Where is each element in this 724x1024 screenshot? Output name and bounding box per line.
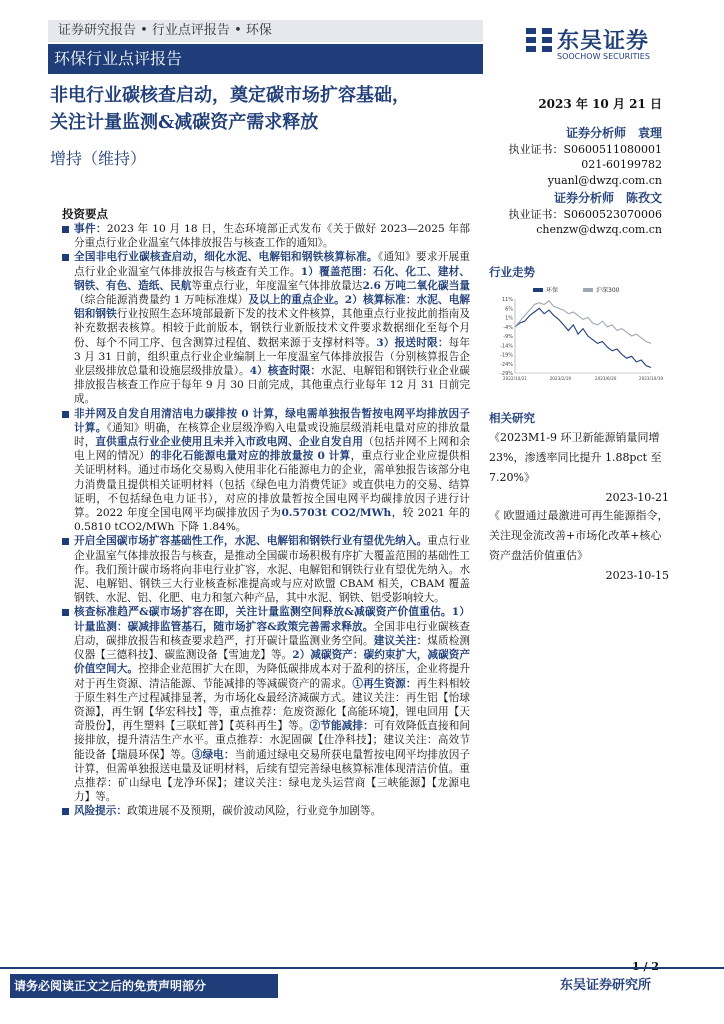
point-risk: 风险提示：政策进展不及预期，碳价波动风险，行业竞争加剧等。 <box>61 804 470 818</box>
related-item-date: 2023-10-15 <box>605 569 669 582</box>
related-item-1 <box>489 428 669 508</box>
y-tick-label: -14% <box>500 343 513 350</box>
logo-en: SOOCHOW SECURITIES <box>557 52 650 61</box>
report-type-banner: 环保行业点评报告 <box>48 44 483 74</box>
legend-swatch <box>533 288 543 292</box>
legend-swatch <box>583 288 593 292</box>
legend-label: 沪深300 <box>596 287 620 294</box>
related-heading: 相关研究 <box>489 411 535 425</box>
related-item-text: 《 欧盟通过最激进可再生能源指令，关注现金流改善+市场化改革+核心资产盘活价值重估》 <box>489 509 669 562</box>
report-title: 非电行业碳核查启动，奠定碳市场扩容基础， 关注计量监测&减碳资产需求释放 <box>50 85 410 133</box>
point-carbon-audit: 全国非电行业碳核查启动，细化水泥、电解铝和钢铁核算标准。《通知》要求开展重点行业企业温室气体排放报告与核查有关工作。1）覆盖范围：石化、化工、建材、钢铁、有色、造纸、民航等重点行业，年度温室气体排放量达2.6 万吨二氧化碳当量（综合能源消费量约 1 万吨标准煤）及以上的重点企业。2）核算标准：水泥、电解铝和钢铁行业按照生态环境部最新下发的技术文件核算，其他重点行业按此前指南及补充数据表核算。相较于此前版本，钢铁行业新版技术文件要求数据细化至每个月份、每个不同工序、包含测算过程值、数据来源于支撑材料等。3）报送时限：每年 3 月 31 日前，组织重点行业企业编制上一年度温室气体排放报告（分别核算报告企业层级排放总量和设施层级排放量）。4）核查时限：水泥、电解铝和钢铁行业企业碳排放报告核查工作应于每年 9 月 30 日前完成，其他重点行业每年 12 月 31 日前完成。 <box>61 250 470 406</box>
logo-mark-icon <box>526 28 552 56</box>
investment-heading: 投资要点 <box>62 207 108 221</box>
point-green-power: 非并网及自发自用清洁电力碳排按 0 计算，绿电需单独报告暂按电网平均排放因子计算。《通知》明确，在核算企业层级净购入电量或设施层级消耗电量对应的排放量时，直供重点行业企业使用且未并入市政电网、企业自发自用（包括并网不上网和余电上网的情况）的非化石能源电量对应的排放量按 0 计算，重点行业企业应提供相关证明材料。通过市场化交易购入使用非化石能源电力的企业，需单独报告该部分电力消费量且提供相关证明材料（包括《绿色电力消费凭证》或直供电力的交易、结算证明，不包括绿色电力证书），对应的排放量暂按全国电网平均碳排放因子进行计算。2022 年度全国电网平均碳排放因子为0.5703t CO2/MWh，较 2021 年的 0.5810 tCO2/MWh 下降 1.84%。 <box>61 407 470 535</box>
related-item-2 <box>489 506 669 586</box>
legend-label: 环保 <box>546 287 559 294</box>
x-tick-label: 2023/6/20 <box>594 376 617 381</box>
analyst-block-1: 证券分析师 袁理 执业证书：S0600511080001 021-60199782 yuanl@dwzq.com.cn <box>508 126 662 187</box>
y-tick-label: 11% <box>501 297 513 303</box>
footer-divider <box>0 967 724 969</box>
y-tick-label: -9% <box>503 334 513 340</box>
analyst-block-2: 证券分析师 陈孜文 执业证书：S0600523070006 chenzw@dwzq.com.cn <box>508 191 662 236</box>
point-market-expansion: 开启全国碳市场扩容基础性工作，水泥、电解铝和钢铁行业有望优先纳入。重点行业企业温室气体排放报告与核查，是推动全国碳市场积极有序扩大覆盖范围的基础性工作。我们预计碳市场将向非电行业扩容，水泥、电解铝和钢铁行业有望优先纳入。水泥、电解铝、钢铁三大行业核查标准提高或与应对欧盟 CBAM 相关，CBAM 覆盖钢铁、水泥、铝、化肥、电力和氢六种产品，其中水泥、钢铁、铝受影响较大。 <box>61 534 470 605</box>
breadcrumb: 证券研究报告 • 行业点评报告 • 环保 <box>48 20 483 42</box>
x-tick-label: 2023/10/19 <box>638 376 664 381</box>
x-tick-label: 2022/10/21 <box>502 376 528 381</box>
investment-points <box>61 222 470 819</box>
x-tick-label: 2023/2/19 <box>549 376 572 381</box>
y-tick-label: -29% <box>500 371 513 377</box>
point-recommendations: 核查标准趋严&碳市场扩容在即，关注计量监测空间释放&减碳资产价值重估。1）计量监测：碳减排监管基石，随市场扩容&政策完善需求释放。全国非电行业碳核查启动，碳排放报告和核查要求趋严，打开碳计量监测业务空间。建议关注：煤质检测仪器【三德科技】、碳监测设备【雪迪龙】等。2）减碳资产：碳约束扩大，减碳资产价值空间大。控排企业范围扩大在即，为降低碳排成本对于盈利的挤压，企业将提升对于再生资源、清洁能源、节能减排的等减碳资产的需求。①再生资源：再生料相较于原生料生产过程减排显著，为市场化&最经济减碳方式。建议关注：再生铝【怡球资源】，再生钢【华宏科技】等，重点推荐：危废资源化【高能环境】，锂电回用【天奇股份】，再生塑料【三联虹普】【英科再生】等。②节能减排：可有效降低直接和间接排放，提升清洁生产水平。重点推荐：水泥固碳【仕净科技】；建议关注：高效节能设备【瑞晨环保】等。③绿电：当前通过绿电交易所获电量暂按电网平均排放因子计算，但需单独报送电量及证明材料，后续有望完善绿电核算标准体现清洁价值。重点推荐：矿山绿电【龙净环保】；建议关注：绿电龙头运营商【三峡能源】【龙源电力】等。 <box>61 605 470 804</box>
rating: 增持（维持） <box>50 149 147 168</box>
company-logo <box>526 24 701 68</box>
point-event: 事件：2023 年 10 月 18 日，生态环境部正式发布《关于做好 2023—2025 年部分重点行业企业温室气体排放报告与核查工作的通知》。 <box>61 222 470 250</box>
institute-name: 东吴证券研究所 <box>560 978 652 993</box>
related-item-date: 2023-10-21 <box>605 491 669 504</box>
y-tick-label: -4% <box>503 324 513 331</box>
y-tick-label: -24% <box>500 361 513 368</box>
related-item-text: 《2023M1-9 环卫新能源销量同增 23%，渗透率同比提升 1.88pct 至 7.20%》 <box>489 431 662 484</box>
series-line-hs300 <box>515 301 651 344</box>
series-line-env <box>515 308 651 367</box>
y-tick-label: -19% <box>500 352 513 359</box>
disclaimer-notice: 请务必阅读正文之后的免责声明部分 <box>10 974 278 998</box>
logo-cn: 东吴证券 <box>557 29 650 54</box>
y-tick-label: 6% <box>505 306 513 313</box>
report-date: 2023 年 10 月 21 日 <box>538 97 662 111</box>
trend-chart <box>489 283 664 385</box>
y-tick-label: 1% <box>505 315 513 322</box>
trend-heading: 行业走势 <box>489 265 535 279</box>
